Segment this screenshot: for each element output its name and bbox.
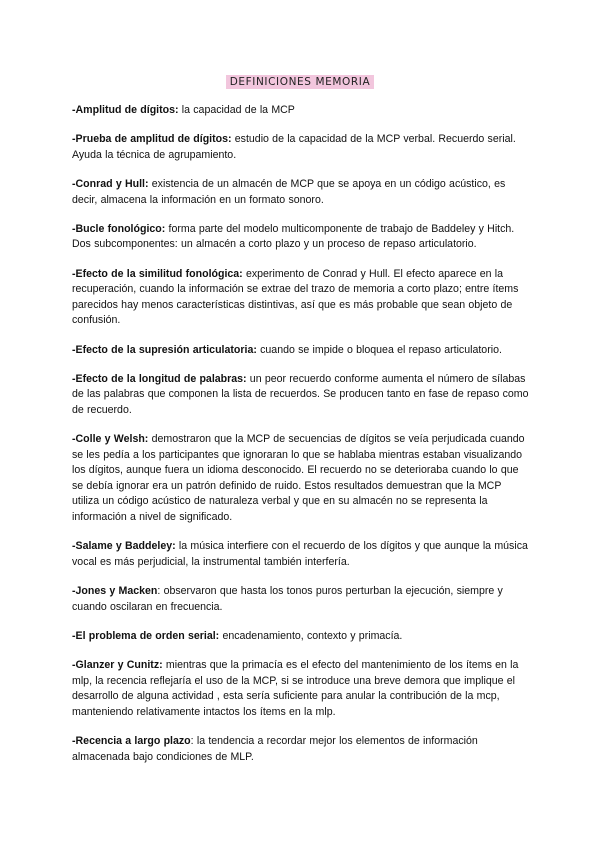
definition-term: -Conrad y Hull: [72, 177, 149, 190]
definition-term: -Jones y Macken [72, 585, 158, 597]
page-title: DEFINICIONES MEMORIA [226, 75, 375, 89]
definition-term: -Bucle fonológico: [72, 222, 166, 235]
definition-entry [72, 734, 530, 765]
definition-text: existencia de un almacén de MCP que se apoya en un código acústico, es decir, almacena la información en un formato sonoro. [72, 177, 506, 206]
definition-entry [72, 177, 530, 208]
definition-text: demostraron que la MCP de secuencias de dígitos se veía perjudicada cuando se les pedía a los participantes que ignoraran lo que se hablaba mientras estaban visualizando los dígitos, aunque fuera un idioma desconocido. El recuerdo no se deterioraba cuando lo que se debía ignorar era un patrón definido de ruido. Estos resultados demuestran que la MCP utiliza un código acústico de naturaleza verbal y que en su almacén no se representa la información a nivel de significado. [72, 433, 525, 524]
definition-text: cuando se impide o bloquea el repaso articulatorio. [256, 343, 502, 356]
definitions-list [72, 103, 530, 779]
definition-term: -Colle y Welsh: [72, 433, 149, 446]
definition-entry [72, 432, 530, 526]
definition-text: un peor recuerdo conforme aumenta el número de sílabas de las palabras que componen la lista de recuerdos. Se producen tanto en fase de repaso como de recuerdo. [72, 372, 529, 416]
definition-text: encadenamiento, contexto y primacía. [219, 629, 403, 642]
definition-term: -Salame y Baddeley: [72, 540, 176, 553]
definition-text: mientras que la primacía es el efecto del mantenimiento de los ítems en la mlp, la recencia reflejaría el uso de la MCP, si se introduce una breve demora que implique el desarrollo de alguna actividad , esta sería suficiente para anular la contribución de la mcp, manteniendo relativamente intactos los ítems en la mlp. [72, 658, 519, 718]
definition-text: experimento de Conrad y Hull. El efecto aparece en la recuperación, cuando la información se extrae del trazo de memoria a corto plazo; entre ítems parecidos hay menos características distintivas, así que es más probable que sean objeto de confusión. [72, 267, 519, 327]
definition-text: forma parte del modelo multicomponente de trabajo de Baddeley y Hitch. Dos subcomponentes: un almacén a corto plazo y un proceso de repaso articulatorio. [72, 222, 515, 251]
definition-entry [72, 222, 530, 253]
definition-term: -Prueba de amplitud de dígitos: [72, 133, 232, 146]
definition-entry [72, 372, 530, 419]
definition-text: : la tendencia a recordar mejor los elementos de información almacenada bajo condiciones de MLP. [72, 734, 478, 763]
definition-term: -Efecto de la similitud fonológica: [72, 267, 243, 280]
definition-entry [72, 343, 530, 359]
definition-text: : observaron que hasta los tonos puros perturban la ejecución, siempre y cuando oscilaran en frecuencia. [72, 585, 503, 613]
definition-entry [72, 658, 530, 720]
definition-text: la música interfiere con el recuerdo de los dígitos y que aunque la música vocal es más perjudicial, la instrumental también interfería. [72, 540, 528, 568]
definition-entry [72, 584, 530, 615]
title-container [0, 72, 600, 90]
definition-entry [72, 267, 530, 329]
definition-term: -Efecto de la longitud de palabras: [72, 372, 247, 385]
definition-text: estudio de la capacidad de la MCP verbal. Recuerdo serial. Ayuda la técnica de agrupamiento. [72, 133, 516, 161]
definition-term: -Efecto de la supresión articulatoria: [72, 343, 257, 356]
definition-text: la capacidad de la MCP [178, 104, 295, 116]
definition-entry [72, 103, 530, 119]
definition-entry [72, 629, 530, 645]
definition-entry [72, 132, 530, 163]
definition-entry [72, 539, 530, 570]
definition-term: -Amplitud de dígitos: [72, 104, 179, 116]
definition-term: -El problema de orden serial: [72, 629, 220, 642]
definition-term: -Glanzer y Cunitz: [72, 658, 163, 671]
definition-term: -Recencia a largo plazo [72, 734, 191, 747]
